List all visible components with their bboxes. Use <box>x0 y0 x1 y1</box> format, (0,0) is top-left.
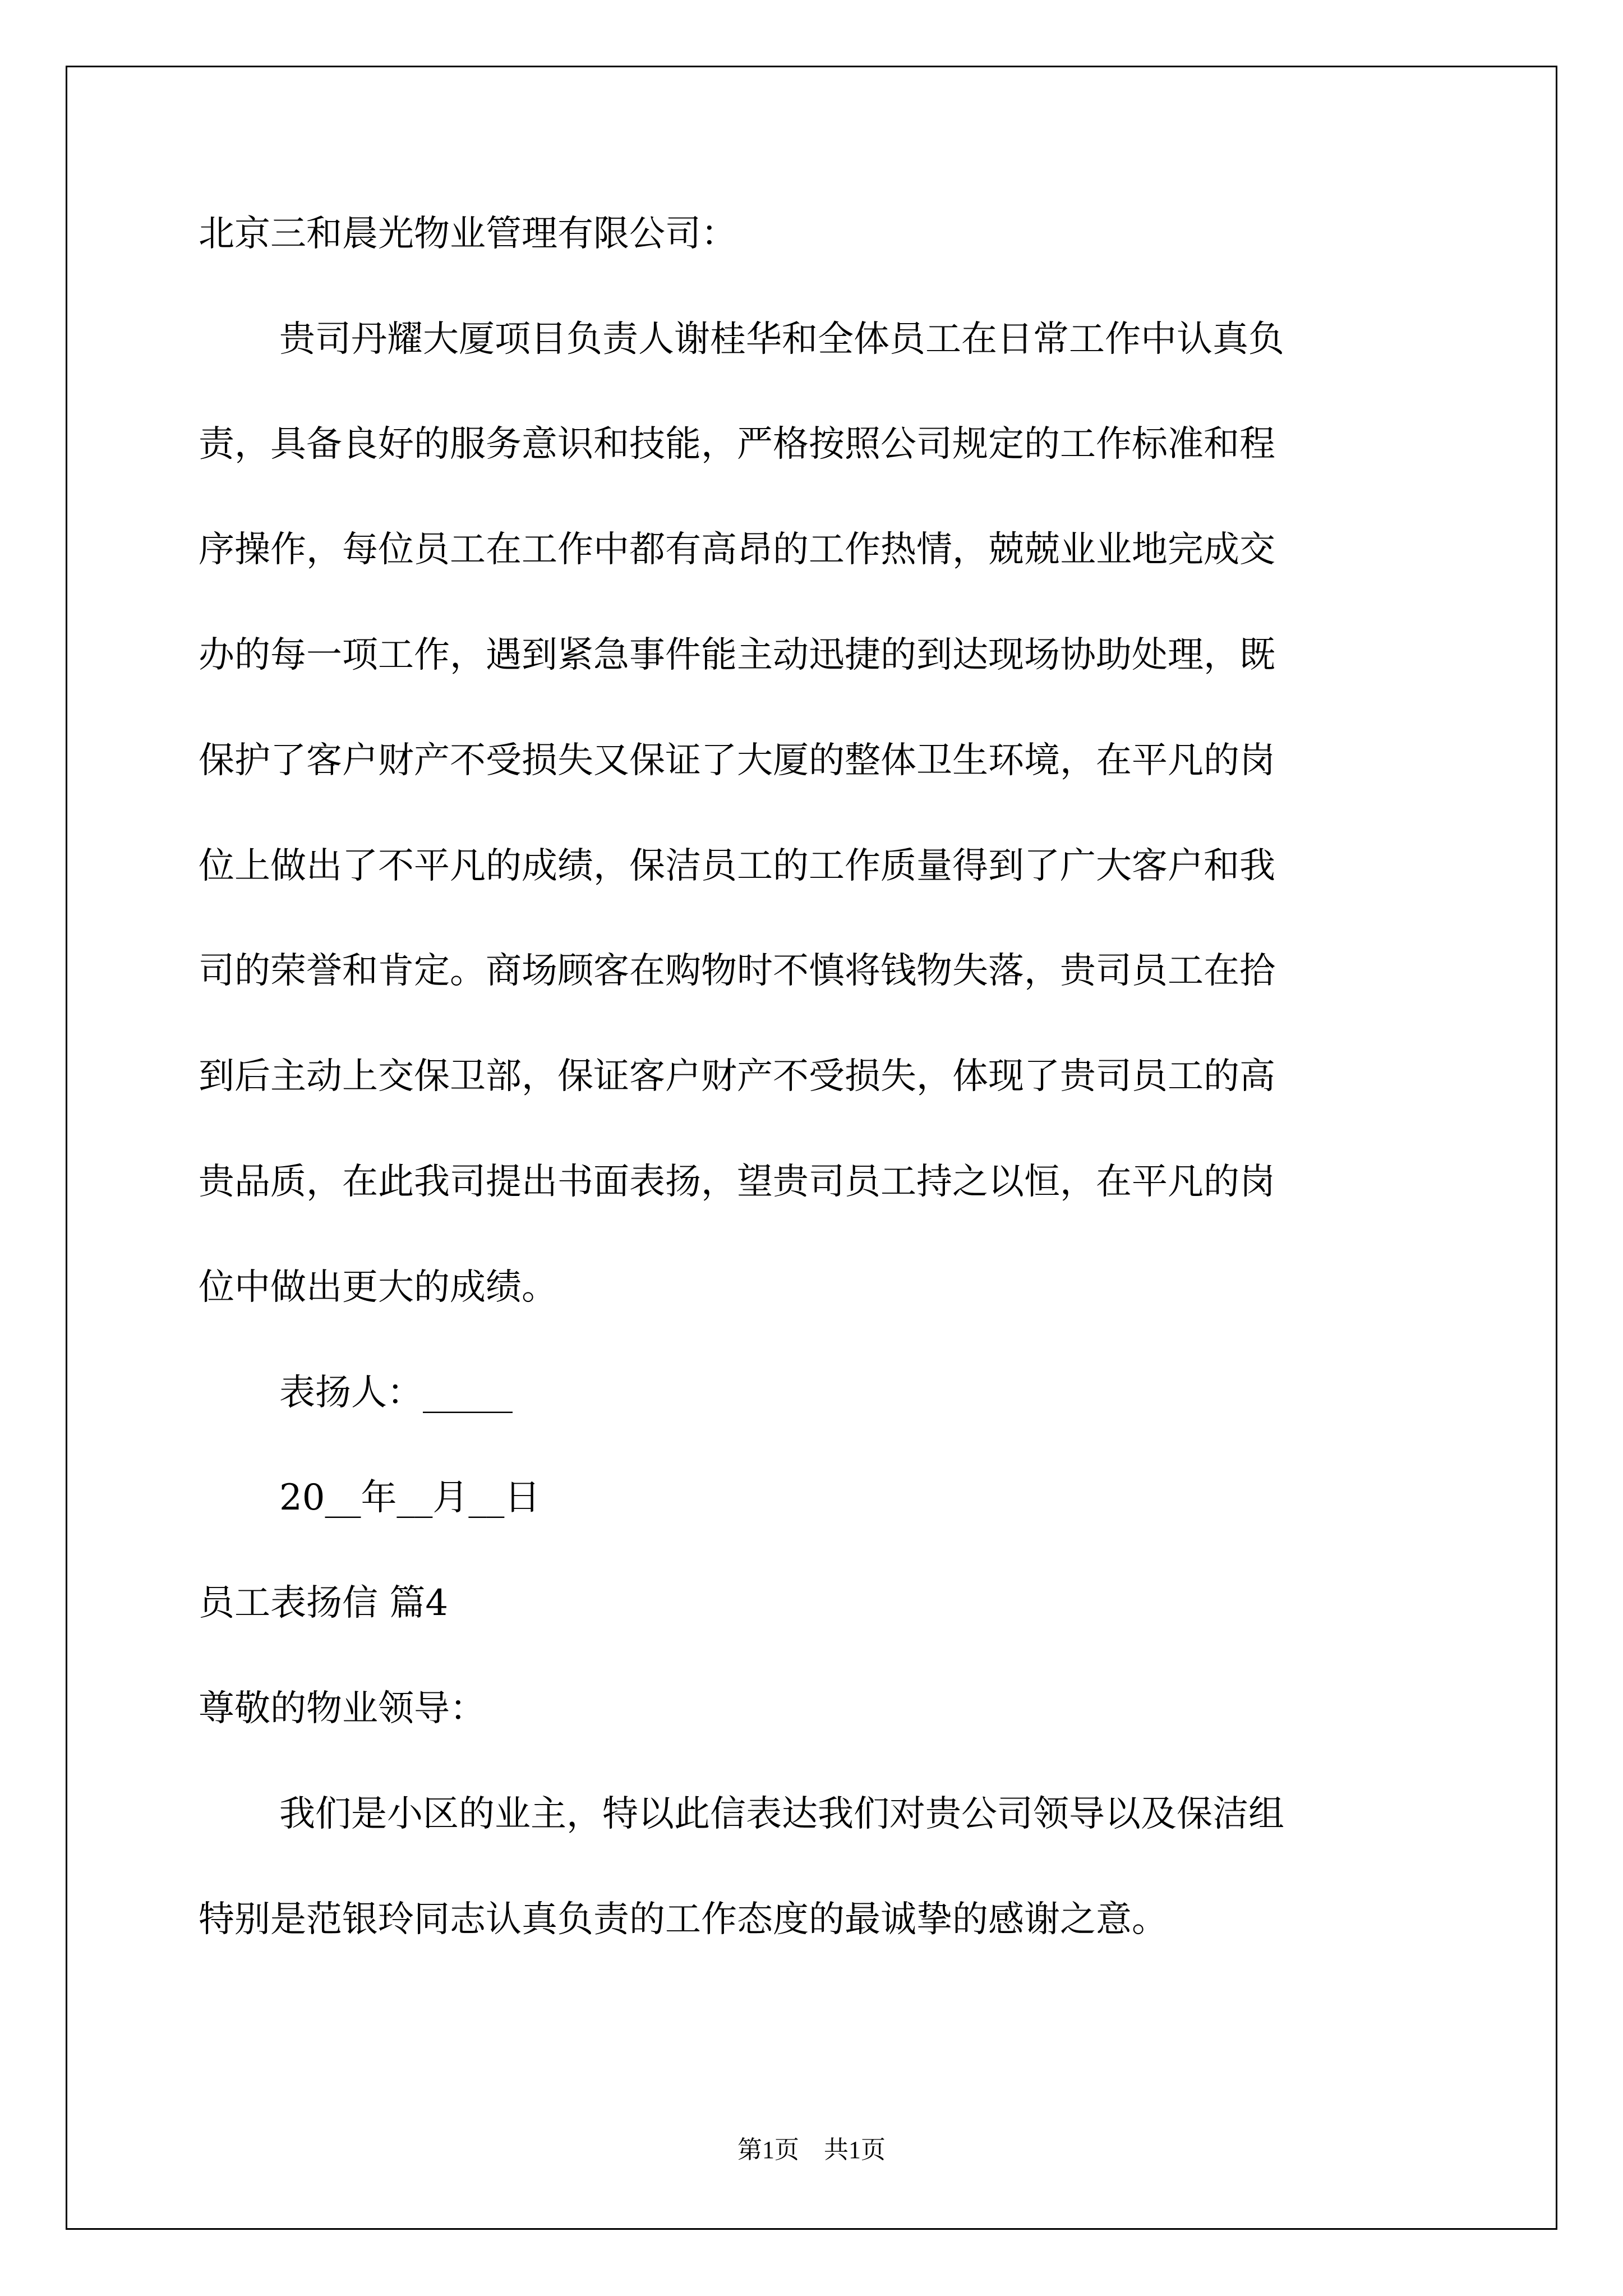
salutation-line: 北京三和晨光物业管理有限公司： <box>199 213 737 255</box>
body-line-5: 保护了客户财产不受损失又保证了大厦的整体卫生环境，在平凡的岗 <box>199 740 1275 781</box>
salutation-line-2: 尊敬的物业领导： <box>199 1688 486 1729</box>
section-heading: 员工表扬信 篇4 <box>199 1582 449 1624</box>
body-line-1: 贵司丹耀大厦项目负责人谢桂华和全体员工在日常工作中认真负 <box>279 319 1284 360</box>
commender-line: 表扬人：_____ <box>279 1372 513 1414</box>
page-footer: 第1页 共1页 <box>737 2136 886 2164</box>
body-line-9: 贵品质，在此我司提出书面表扬，望贵司员工持之以恒，在平凡的岗 <box>199 1161 1275 1203</box>
body-line-12: 特别是范银玲同志认真负责的工作态度的最诚挚的感谢之意。 <box>199 1899 1168 1940</box>
body-line-6: 位上做出了不平凡的成绩，保洁员工的工作质量得到了广大客户和我 <box>199 845 1275 887</box>
date-line: 20__年__月__日 <box>279 1477 541 1519</box>
body-line-2: 责，具备良好的服务意识和技能，严格按照公司规定的工作标准和程 <box>199 424 1275 465</box>
body-line-8: 到后主动上交保卫部，保证客户财产不受损失，体现了贵司员工的高 <box>199 1056 1275 1097</box>
body-line-3: 序操作，每位员工在工作中都有高昂的工作热情，兢兢业业地完成交 <box>199 529 1275 570</box>
body-line-4: 办的每一项工作，遇到紧急事件能主动迅捷的到达现场协助处理，既 <box>199 634 1275 676</box>
body-line-10: 位中做出更大的成绩。 <box>199 1267 557 1308</box>
body-line-7: 司的荣誉和肯定。商场顾客在购物时不慎将钱物失落，贵司员工在拾 <box>199 950 1275 992</box>
body-line-11: 我们是小区的业主，特以此信表达我们对贵公司领导以及保洁组 <box>279 1793 1284 1835</box>
